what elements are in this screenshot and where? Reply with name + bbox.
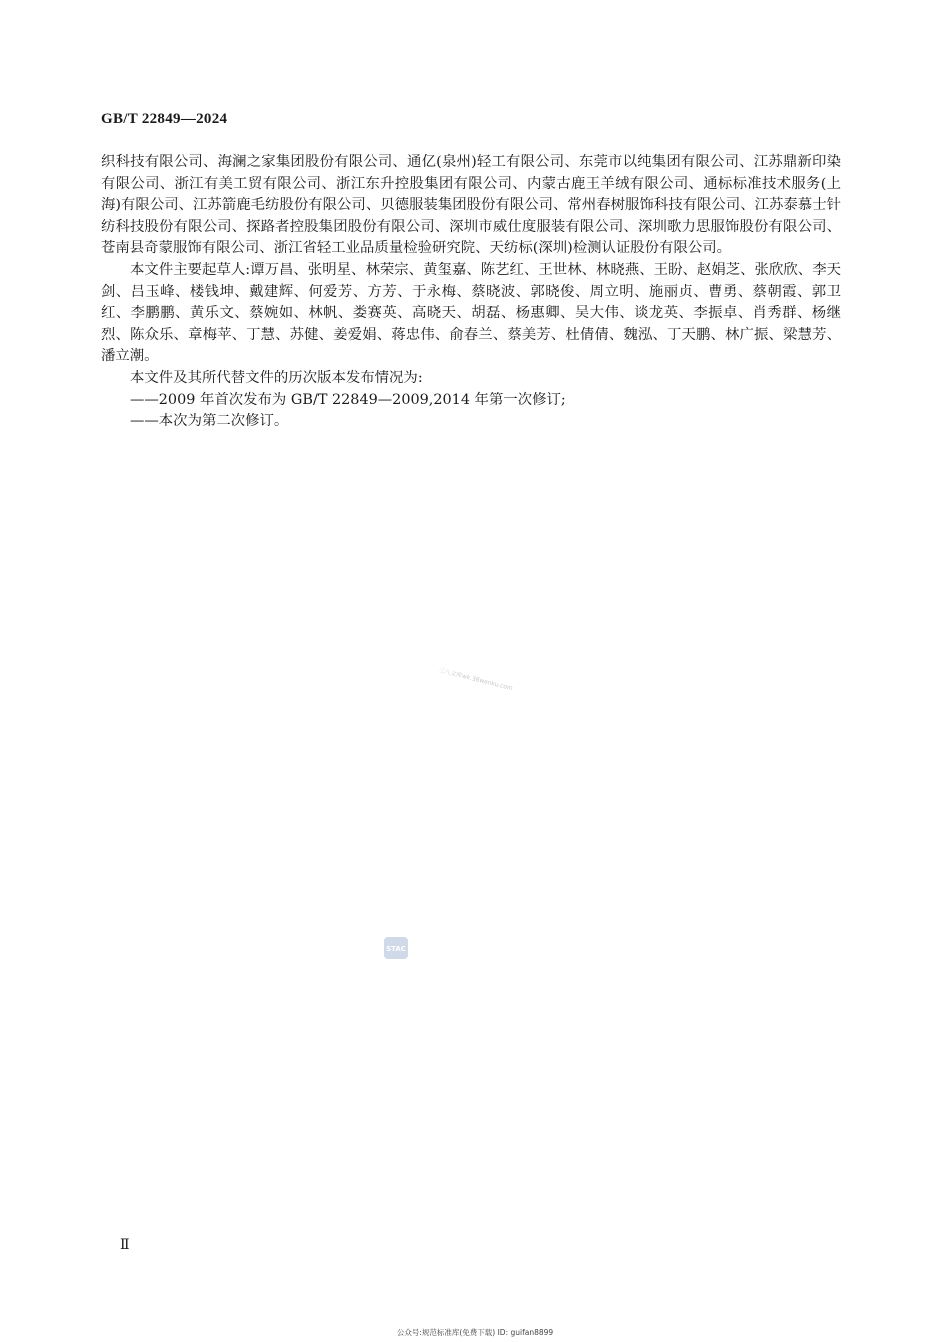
- footer-note: 公众号:规范标准库(免费下载) ID: guifan8899: [396, 1328, 554, 1337]
- history-intro: 本文件及其所代替文件的历次版本发布情况为:: [130, 369, 423, 386]
- page-number: Ⅱ: [120, 1238, 130, 1253]
- companies-paragraph: 织科技有限公司、海澜之家集团股份有限公司、通亿(泉州)轻工有限公司、东莞市以纯集团有限公司、江苏鼎新印染有限公司、浙江有美工贸有限公司、浙江东升控股集团有限公司、内蒙古鹿王羊绒有限公司、通标标准技术服务(上海)有限公司、江苏箭鹿毛纺股份有限公司、贝德服装集团股份有限公司、常州春树服饰科技有限公司、江苏泰慕士针纺科技股份有限公司、探路者控股集团股份有限公司、深圳市威仕度服装有限公司、深圳歌力思服饰股份有限公司、苍南县奇蒙服饰有限公司、浙江省轻工业品质量检验研究院、天纺标(深圳)检测认证股份有限公司。: [101, 154, 841, 257]
- document-code: GB/T 22849—2024: [101, 111, 228, 127]
- stac-logo-text: STAC: [386, 945, 406, 953]
- watermark-text: 三八文库wk.38wenku.com: [437, 666, 514, 693]
- drafters-paragraph: 本文件主要起草人:谭万昌、张明星、林荣宗、黄玺嘉、陈艺红、王世林、林晓燕、王盼、赵娟芝、张欣欣、李天剑、吕玉峰、楼钱坤、戴建辉、何爱芳、方芳、于永梅、蔡晓波、郭晓俊、周立明、施丽贞、曹勇、蔡朝霞、郭卫红、李鹏鹏、黄乐文、蔡婉如、林帆、娄赛英、高晓天、胡磊、杨惠卿、吴大伟、谈龙英、李振卓、肖秀群、杨继烈、陈众乐、章梅苹、丁慧、苏健、姜爱娟、蒋忠伟、俞春兰、蔡美芳、杜倩倩、魏泓、丁天鹏、林广振、梁慧芳、潘立潮。: [101, 261, 841, 365]
- history-item-1: ——2009 年首次发布为 GB/T 22849—2009,2014 年第一次修订;: [130, 391, 566, 408]
- history-item-2: ——本次为第二次修订。: [130, 413, 289, 430]
- document-body: [101, 152, 841, 433]
- stac-logo-icon: [384, 937, 408, 959]
